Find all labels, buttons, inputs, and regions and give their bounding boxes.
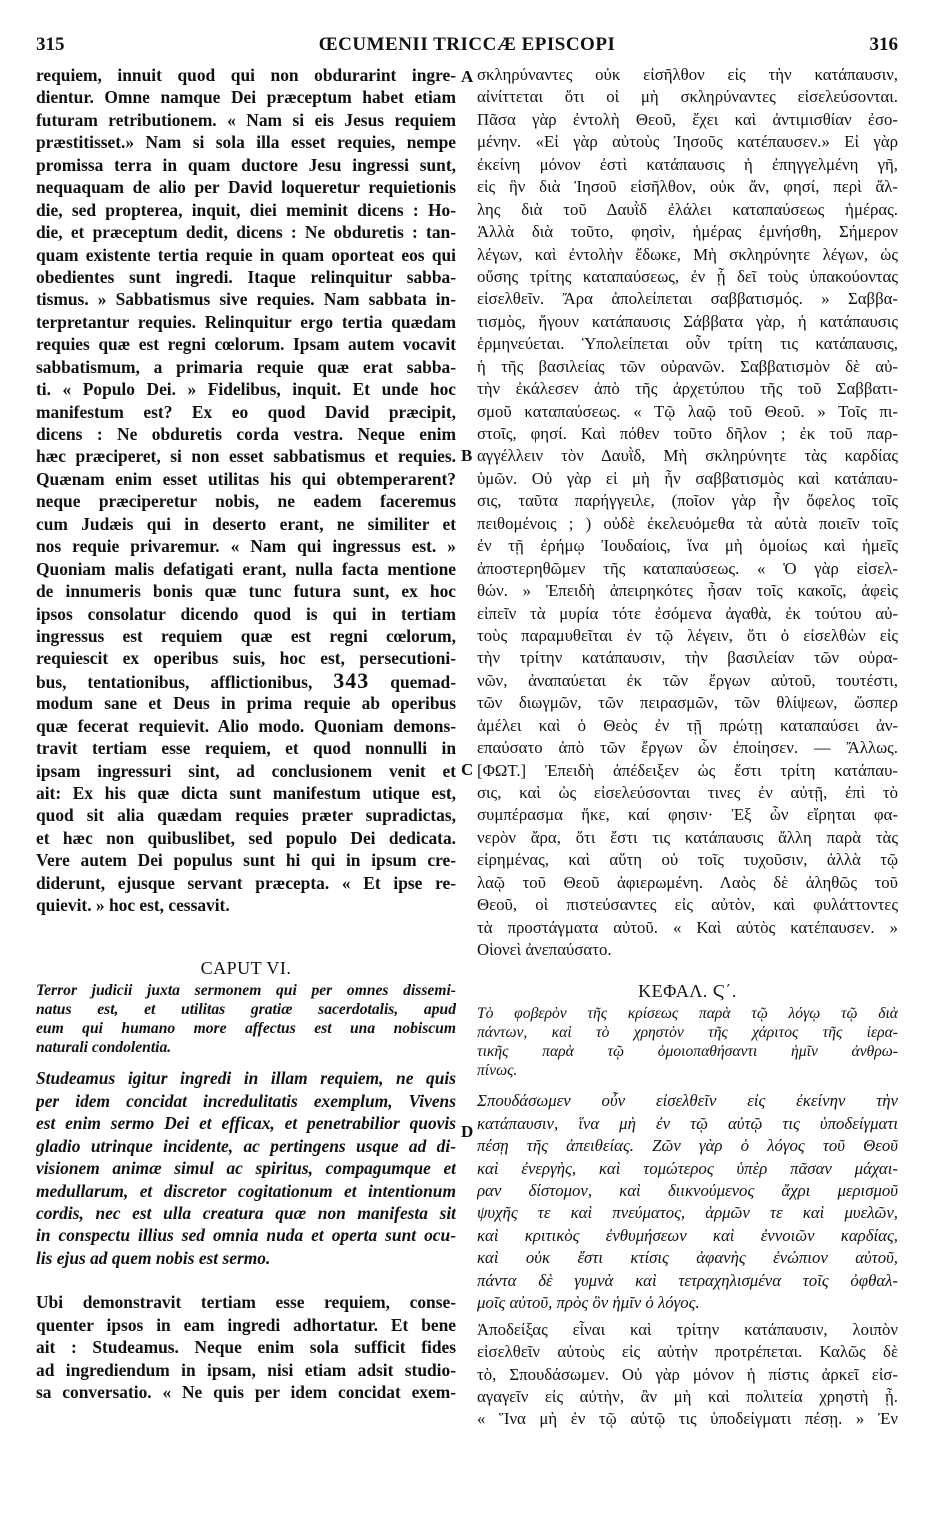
greek-scripture-line: ψυχῆς τε καὶ πνεύματος, ἁρμῶν τε καὶ μυελῶν, — [477, 1203, 898, 1223]
latin-line: Quænam enim esset utilitas his qui obtemperarent? — [36, 468, 456, 489]
latin-text-block-2 — [36, 692, 456, 894]
latin-line: ti. « Populo Dei. » Fidelibus, inquit. Et unde hoc — [36, 379, 456, 400]
greek-line: τὰ προστάγματα αὐτοῦ. « Καὶ αὐτὸς κατέπαυσεν. » — [477, 917, 898, 937]
latin-line: hæc præciperet, si non esset sabbatismus et requies. — [36, 446, 456, 467]
greek-line: τοὺς παραμυθεῖται ἐν τῷ λέγειν, ὅτι ὁ εἰσελθὼν εἰς — [477, 625, 898, 645]
greek-line: λαῷ τοῦ Θεοῦ ἀφιερωμένη. Λαὸς δὲ ἀληθῶς τοῦ — [477, 872, 898, 892]
latin-line: travit tertiam esse requiem, et quod nonnulli in — [36, 738, 456, 759]
greek-line: σμοῦ καταπαύσεως. « Τῷ λαῷ τοῦ Θεοῦ. » Τοῖς πι- — [477, 401, 898, 421]
margin-letter-a: A — [461, 67, 474, 86]
latin-line: futuram retributionem. « Nam si eis Jesus requiem — [36, 109, 456, 130]
latin-summary-line: natus est, et utilitas gratiæ sacerdotalis, apud — [36, 1000, 456, 1018]
latin-line: quæ fecerat requievit. Alio modo. Quoniam demons- — [36, 715, 456, 736]
greek-line: ἑρμηνεύεται. Ὑπολείπεται οὖν τρίτη τις κατάπαυσις, — [477, 334, 898, 354]
greek-line: αγγέλλειν τὸν Δαυῒδ, Μὴ σκληρύνητε τὰς καρδίας — [477, 446, 898, 466]
latin-line: ad ingrediendum in ipsam, nisi etiam adsit studio- — [36, 1359, 456, 1380]
greek-scripture-line: ραν δίστομον, καὶ διικνούμενος ἄχρι μερισμοῦ — [477, 1181, 898, 1200]
greek-line: Ἀλλὰ διὰ τοῦτο, φησὶν, ἡμέρας ἐμνήσθη, Σήμερον — [477, 222, 898, 242]
latin-line: ingressus est requiem quæ est regni cœlorum, — [36, 625, 456, 646]
greek-line: σκληρύναντες οὐκ εἰσῆλθον εἰς τὴν κατάπαυσιν, — [477, 65, 898, 84]
margin-letter-d: D — [461, 1122, 474, 1141]
greek-line: λης διὰ τοῦ Δαυῒδ ἐλάλει καταπαύσεως ἡμέρας. — [477, 199, 898, 219]
greek-line: ἐκείνη μόνον ἐστὶ κατάπαυσις ἡ ἐπηγγελμένη γῆ, — [477, 154, 898, 174]
greek-summary-line: τικῆς παρὰ τῷ ὁμοιοπαθήσαντι ἡμῖν ἀνθρω- — [477, 1042, 898, 1060]
greek-scripture-line: πέσῃ τῆς ἀπειθείας. Ζῶν γὰρ ὁ λόγος τοῦ Θεοῦ — [477, 1136, 898, 1156]
greek-line: οὔσης τρίτης καταπαύσεως, ἐν ᾗ δεῖ τοὺς ὑπακούοντας — [477, 266, 898, 286]
greek-line: ἀμέλει καὶ ὁ Θεὸς ἐν τῇ πρώτῃ καταπαύσει ἀν- — [477, 715, 898, 735]
latin-text-block-1 — [36, 64, 456, 670]
latin-line: Ubi demonstravit tertiam esse requiem, conse- — [36, 1292, 456, 1313]
latin-scripture-line: visionem animæ simul ac spiritus, compagumque et — [36, 1158, 456, 1179]
greek-scripture-line: μοῖς αὐτοῦ, πρὸς ὃν ἡμῖν ὁ λόγος. — [477, 1293, 700, 1313]
greek-line: θών. » Ἐπειδὴ ἀπειρηκότες ἦσαν τοῖς κακοῖς, ἀφεὶς — [477, 581, 898, 601]
latin-line: ipsam ingressuri sint, ad conclusionem venit et — [36, 760, 456, 781]
greek-line: εἰσελθεῖν. Ἄρα ἀπολείπεται σαββατισμός. » Σαββα- — [477, 289, 898, 309]
latin-line-fragment: quemad- — [390, 671, 456, 692]
latin-line: sabbatismum, a primaria requie quæ erat sabba- — [36, 356, 456, 377]
greek-text-block-2 — [477, 1319, 898, 1431]
latin-scripture-line: gladio utrinque incidente, ac pertingens usque ad di- — [36, 1135, 456, 1156]
latin-line: sa conversatio. « Ne quis per idem concidat exem- — [36, 1382, 456, 1403]
greek-summary-line: πίνως. — [477, 1062, 518, 1080]
latin-line-fragment: bus, tentationibus, afflictionibus, — [36, 671, 313, 692]
greek-line: αγαγεῖν εἰς αὐτὴν, ἂν μὴ καὶ πολιτεία χρηστὴ ᾖ. — [477, 1386, 898, 1406]
latin-scripture-block — [36, 1067, 456, 1247]
latin-line: Vere autem Dei populus sunt hi qui in ipsum cre- — [36, 850, 456, 871]
latin-line: requiem, innuit quod qui non obdurarint ingre- — [36, 65, 456, 85]
margin-letter-c: C — [461, 760, 474, 779]
latin-chapter-summary — [36, 981, 456, 1039]
greek-summary-line: Τὸ φοβερὸν τῆς κρίσεως παρὰ τῷ λόγῳ τῷ διὰ — [477, 1004, 898, 1022]
greek-line: τὴν τρίτην κατάπαυσιν, τὴν βασιλείαν τῶν οὐρα- — [477, 648, 898, 668]
greek-line: ὑμῶν. Οὐ γὰρ εἰ μὴ ἦν σαββατισμὸς καὶ κατάπαυ- — [477, 468, 898, 488]
latin-column — [36, 64, 456, 1404]
greek-line: Πᾶσα γὰρ ἐντολὴ Θεοῦ, ἔχει καὶ ἀντιμισθίαν ἐσο- — [477, 109, 898, 129]
latin-line: die, et præceptum dedit, dicens : Ne obduretis : tan- — [36, 222, 456, 243]
greek-line: ἀποστερηθῶμεν τῆς καταπαύσεως. « Ὁ γὰρ εἰσελ- — [477, 558, 898, 578]
greek-scripture-line: καὶ κριτικὸς ἐνθυμήσεων καὶ ἐννοιῶν καρδίας, — [477, 1225, 898, 1245]
latin-line: modum sane et Deus in prima requie ab operibus — [36, 693, 456, 714]
latin-scripture-line: lis ejus ad quem nobis est sermo. — [36, 1247, 271, 1268]
greek-scripture-line: καὶ οὐκ ἔστι κτίσις ἀφανὴς ἐνώπιον αὐτοῦ, — [477, 1248, 898, 1268]
latin-line: dicens : Ne obduretis corda vestra. Neque enim — [36, 424, 456, 444]
greek-scripture-line: πάντα δὲ γυμνὰ καὶ τετραχηλισμένα τοῖς ὀφθαλ- — [477, 1270, 898, 1290]
latin-line: nos requie privaremur. « Nam qui ingressus est. » — [36, 536, 456, 557]
greek-line: συμπέρασμα ἥκε, καί φησιν· Ἐξ ὧν εἴρηται φα- — [477, 805, 898, 825]
page-header — [36, 34, 898, 58]
latin-line: obedientes sunt ingredi. Itaque relinquitur sabba- — [36, 266, 456, 287]
greek-line: [ΦΩΤ.] Ἐπειδὴ ἀπέδειξεν ὡς ἔστι τρίτη κατάπαυ- — [477, 760, 898, 780]
latin-line: Quoniam malis defatigati erant, nulla facta mentione — [36, 558, 456, 579]
greek-line: ἐν τῇ ἐρήμῳ Ἰουδαίοις, ἵνα μὴ ὁμοίως καὶ ἡμεῖς — [477, 536, 898, 556]
latin-line: manifestum est? Ex eo quod David præcipit, — [36, 401, 456, 422]
greek-summary-line: πάντων, καὶ τὸ χρηστὸν τῆς χάριτος τῆς ἱερα- — [477, 1023, 898, 1041]
greek-line: πειθομένοις ; ) οὐδὲ ἐκελευόμεθα τὰ αὐτὰ ποιεῖν τοῖς — [477, 513, 898, 533]
greek-line: Οἱονεὶ ἀνεπαύσατο. — [477, 940, 612, 960]
greek-scripture-line: καὶ ἐνεργὴς, καὶ τομώτερος ὑπὲρ πᾶσαν μάχαι- — [477, 1158, 898, 1178]
latin-line: ait : Studeamus. Neque enim sola sufficit fides — [36, 1337, 456, 1358]
greek-line: Θεοῦ, οἱ πιστεύσαντες εἰς αὐτὸν, καὶ φυλάττοντες — [477, 895, 898, 915]
latin-line: requiescit ex operibus suis, hoc est, persecutioni- — [36, 648, 456, 669]
latin-line: et hæc non quibuslibet, sed populo Dei dedicata. — [36, 827, 456, 848]
greek-line: μένην. «Εἰ γὰρ αὐτοὺς Ἰησοῦς κατέπαυσεν.» Εἰ γὰρ — [477, 132, 898, 152]
greek-line: εἰς ἣν διὰ Ἰησοῦ εἰσῆλθον, οὐκ ἄν, φησί, περὶ ἄλ- — [477, 177, 898, 197]
latin-line: quam existente tertia requie in quam oporteat eos qui — [36, 244, 456, 265]
greek-chapter-heading: ΚΕΦΑΛ. Ϛ΄. — [638, 980, 737, 1001]
greek-chapter-summary — [477, 1004, 898, 1062]
latin-line: præstitisset.» Nam si sola illa esset requies, nempe — [36, 132, 456, 153]
latin-scripture-line: est enim sermo Dei et efficax, et penetrabilior quovis — [36, 1113, 456, 1134]
latin-scripture-line: per idem concidat incredulitatis exemplum, Vivens — [36, 1090, 456, 1111]
latin-line: quenter ipsos in eam ingredi adhortatur. Et bene — [36, 1314, 456, 1335]
greek-column — [477, 64, 898, 1431]
margin-letter-b: B — [461, 446, 473, 465]
latin-line: requies quæ est regni cœlorum. Ipsam autem vocavit — [36, 334, 456, 355]
latin-scripture-line: cordis, nec est ulla creatura quæ non manifesta sit — [36, 1203, 456, 1223]
latin-text-block-3 — [36, 1291, 456, 1403]
latin-line: tismus. » Sabbatismus sive requies. Nam sabbata in- — [36, 289, 456, 310]
latin-line-col-number — [36, 670, 456, 692]
greek-line: νῶν, ἀναπαύεται ἐκ τῶν ἔργων αὐτοῦ, τουτέστι, — [477, 670, 898, 690]
latin-line: neque præciperetur nobis, ne eadem faceremus — [36, 491, 456, 512]
running-title: ŒCUMENII TRICCÆ EPISCOPI — [318, 34, 616, 55]
latin-scripture-line: medullarum, et discretor cogitationum et intentionum — [36, 1180, 456, 1201]
greek-line: ἡ τῆς βασιλείας τῶν οὐρανῶν. Σαββατισμὸν δὲ αὐ- — [477, 356, 898, 376]
greek-line: Ἀποδείξας εἶναι καὶ τρίτην κατάπαυσιν, λοιπὸν — [477, 1319, 898, 1339]
latin-line: diderunt, ejusque servant præcepta. « Et ipse re- — [36, 872, 456, 893]
latin-line: terpretantur requies. Relinquitur ergo tertia quædam — [36, 311, 456, 332]
latin-line: de innumeris bonis quæ tunc futura sunt, ex hoc — [36, 581, 456, 602]
latin-line: dientur. Omne namque Dei præceptum habet etiam — [36, 87, 456, 108]
latin-line: ait: Ex his quæ dicta sunt manifestum utique est, — [36, 783, 456, 803]
latin-scripture-line: Studeamus igitur ingredi in illam requiem, ne quis — [36, 1068, 456, 1089]
latin-line: ipsos consolatur dicendo quod is qui in tertiam — [36, 603, 456, 624]
greek-line: τὴν ἐκάλεσεν ἀπὸ τῆς ἀρχετύπου τῆς τοῦ Σαββατι- — [477, 379, 898, 399]
greek-line: στοῖς, φησί. Καὶ πόθεν τοῦτο δῆλον ; ἐκ τοῦ παρ- — [477, 424, 898, 443]
greek-line: τισμὸς, ἤγουν κατάπαυσις Σάββατα γὰρ, ἡ κατάπαυσις — [477, 311, 898, 331]
latin-summary-line: naturali condolentia. — [36, 1039, 172, 1057]
greek-line: επαύσατο ἀπὸ τῶν ἔργων ὧν ἐποίησεν. — Ἄλλως. — [477, 738, 898, 758]
page-number-right: 316 — [869, 34, 898, 55]
latin-line: quievit. » hoc est, cessavit. — [36, 895, 230, 916]
greek-scripture-line: Σπουδάσωμεν οὖν εἰσελθεῖν εἰς ἐκείνην τὴν — [477, 1091, 898, 1111]
column-number-marker: 343 — [333, 669, 370, 693]
latin-scripture-line: in conspectu illius sed omnia nuda et operta sunt ocu- — [36, 1225, 456, 1246]
latin-line: promissa terra in quam ductore Jesu ingressi sunt, — [36, 154, 456, 175]
greek-line: « Ἵνα μὴ ἐν τῷ αὐτῷ τις ὑποδείγματι πέσῃ. » Ἐν — [477, 1409, 898, 1429]
greek-text-block-1 — [477, 64, 898, 939]
greek-line: αἰνίττεται ὅτι οἱ μὴ σκληρύναντες εἰσελεύσονται. — [477, 87, 898, 107]
greek-line: εἰσελθεῖν αὐτοὺς εἰς αὐτὴν προτρέπεται. Καλῶς δὲ — [477, 1342, 898, 1362]
greek-line: σις, καὶ ὡς εἰσελεύσονται τινες ἐν αὐτῇ, ἐπὶ τὸ — [477, 783, 898, 802]
greek-line: εἰρημένας, καὶ αὕτη οὐ τοῖς τυχοῦσιν, ἀλλὰ τῷ — [477, 850, 898, 870]
latin-line: nequaquam de alio per David loqueretur requietionis — [36, 177, 456, 198]
page-number-left: 315 — [36, 34, 65, 55]
greek-line: λέγων, καὶ ἐντολὴν ἔδωκε, Μὴ σκληρύνητε λέγων, ὡς — [477, 244, 898, 264]
greek-line: νερὸν ἄρα, ὅτι ἔστι τις κατάπαυσις ἄλλη παρὰ τὰς — [477, 827, 898, 847]
greek-line: τῶν διωγμῶν, τῶν πειρασμῶν, τῶν θλίψεων, ὥσπερ — [477, 693, 898, 713]
greek-scripture-block — [477, 1090, 898, 1292]
latin-summary-line: eum qui humano more affectus est una nobiscum — [36, 1020, 456, 1037]
greek-line: εἰπεῖν τὰ μυρία τότε ἐσόμενα ἀγαθὰ, ἐκ τούτου αὐ- — [477, 603, 898, 623]
latin-summary-line: Terror judicii juxta sermonem qui per omnes dissemi- — [36, 981, 456, 999]
greek-scripture-line: κατάπαυσιν, ἵνα μὴ ἐν τῷ αὐτῷ τις ὑποδείγματι — [477, 1113, 898, 1133]
greek-line: σις, ταῦτα παρήγγειλε, (ποῖον γὰρ ἦν ὄφελος τοῖς — [477, 491, 898, 511]
latin-line: quod sit alia quædam requies præter supradictas, — [36, 805, 456, 826]
latin-line: die, sed propterea, inquit, diei meminit dicens : Ho- — [36, 199, 456, 220]
latin-chapter-heading: CAPUT VI. — [200, 957, 292, 978]
greek-line: τὸ, Σπουδάσωμεν. Οὐ γὰρ μόνον ἡ πίστις ἀρκεῖ εἰσ- — [477, 1364, 898, 1384]
latin-line: cum Judæis qui in deserto erant, ne similiter et — [36, 513, 456, 534]
